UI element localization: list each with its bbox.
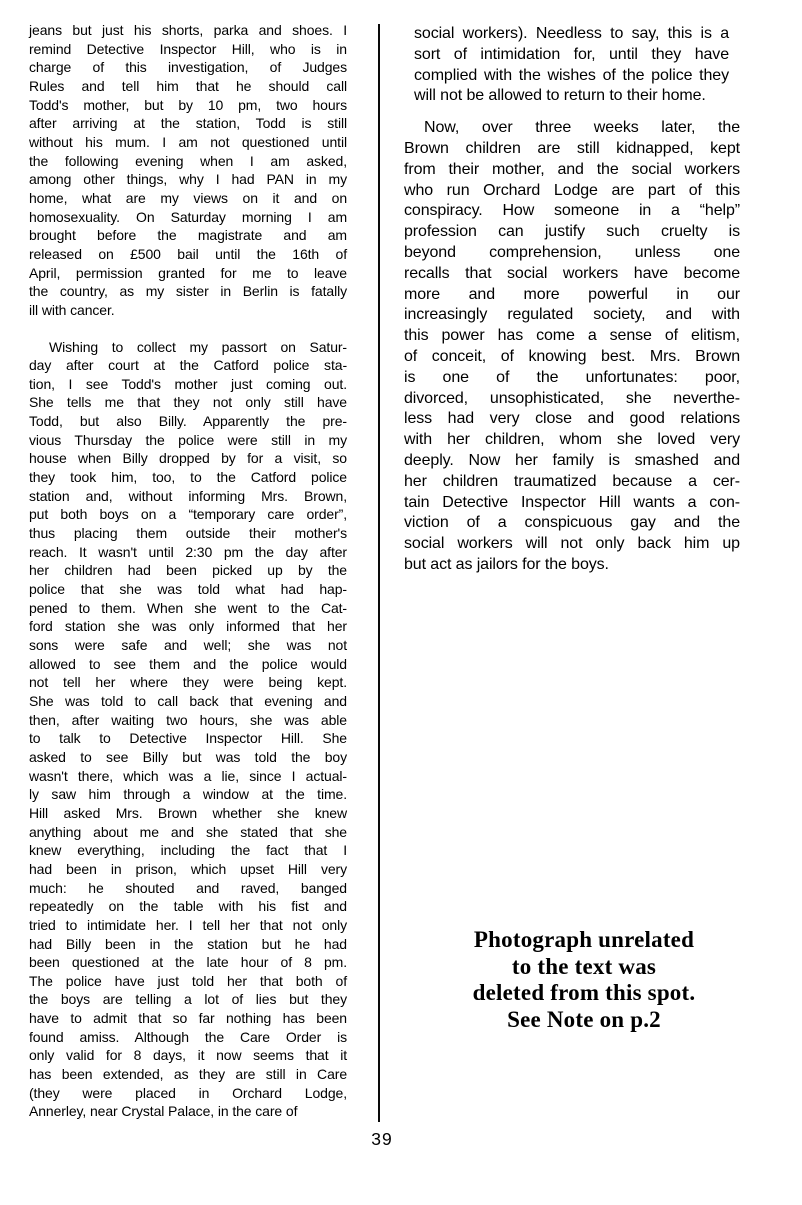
text-line: the country, as my sister in Berlin is fatally <box>29 283 347 300</box>
text-line: recalls that social workers have become <box>404 264 740 282</box>
page-number: 39 <box>371 1129 393 1149</box>
text-line: anything about me and she stated that she <box>29 823 347 840</box>
text-line: is one of the unfortunates: poor, <box>404 368 740 386</box>
text-line: more and more powerful in our <box>404 285 740 303</box>
text-line: tried to intimidate her. I tell her that not only <box>29 916 347 933</box>
text-line: wasn't there, which was a lie, since I actual- <box>29 767 347 784</box>
text-line: the following evening when I am asked, <box>29 152 347 169</box>
paragraph <box>29 21 347 320</box>
text-line: charge of this investigation, of Judges <box>29 59 347 76</box>
text-line: complied with the wishes of the police they <box>414 66 729 84</box>
text-line: day after court at the Catford police sta- <box>29 357 347 374</box>
text-line: vious Thursday the police were still in my <box>29 431 347 448</box>
text-line: remind Detective Inspector Hill, who is in <box>29 40 347 57</box>
text-line: viction of a conspicuous gay and the <box>404 514 740 532</box>
text-line: deeply. Now her family is smashed and <box>404 451 740 469</box>
text-line: (they were placed in Orchard Lodge, <box>29 1084 347 1101</box>
text-line: the boys are telling a lot of lies but they <box>29 991 347 1008</box>
text-line: thus placing them outside their mother's <box>29 525 347 542</box>
text-line: repeatedly on the table with his fist and <box>29 898 347 915</box>
text-line: social workers). Needless to say, this is a <box>414 25 729 42</box>
text-line: among other things, why I had PAN in my <box>29 171 347 188</box>
text-line: social workers will not only back him up <box>404 535 740 553</box>
text-line: Rules and tell him that he should call <box>29 77 347 94</box>
text-line: She was told to call back that evening and <box>29 692 347 709</box>
text-line: will not be allowed to return to their home. <box>414 87 706 105</box>
text-line: reach. It wasn't until 2:30 pm the day after <box>29 543 347 560</box>
text-line: tion, I see Todd's mother just coming out. <box>29 375 347 392</box>
text-line: Hill asked Mrs. Brown whether she knew <box>29 804 347 821</box>
photo-deleted-note <box>424 927 744 1033</box>
text-line: Todd's mother, but by 10 pm, two hours <box>29 96 347 113</box>
text-line: Brown children are still kidnapped, kept <box>404 139 740 157</box>
photo-note-line: to the text was <box>511 953 657 979</box>
text-line: knew everything, including the fact that I <box>29 842 347 859</box>
text-line: then, after waiting two hours, she was able <box>29 711 347 728</box>
text-line: ford station she was only informed that her <box>29 618 347 635</box>
text-line: house when Billy dropped by for a visit, so <box>29 450 347 467</box>
text-line: ill with cancer. <box>29 301 115 318</box>
text-line: brought before the magistrate and am <box>29 227 347 244</box>
text-line: had been in prison, which upset Hill very <box>29 860 347 877</box>
text-line: much: he shouted and raved, banged <box>29 879 347 896</box>
paragraph <box>404 24 740 107</box>
text-line: been questioned at the late hour of 8 pm. <box>29 954 347 971</box>
text-line: had Billy been in the station but he had <box>29 935 347 952</box>
text-line: divorced, unsophisticated, she neverthe- <box>404 389 740 407</box>
text-line: She tells me that they not only still have <box>29 394 347 411</box>
text-line: to talk to Detective Inspector Hill. She <box>29 730 347 747</box>
text-line: only valid for 8 days, it now seems that it <box>29 1047 347 1064</box>
text-line: after arriving at the station, Todd is still <box>29 115 347 132</box>
text-line: profession can justify such cruelty is <box>404 223 740 241</box>
text-line: has been extended, as they are still in Care <box>29 1066 347 1083</box>
text-line: tain Detective Inspector Hill wants a con- <box>404 493 740 511</box>
paragraph <box>404 118 740 576</box>
text-line: of conceit, of knowing best. Mrs. Brown <box>404 347 740 365</box>
text-line: put both boys on a “temporary care order”, <box>29 506 347 523</box>
text-line: Now, over three weeks later, the <box>424 119 740 137</box>
text-line: increasingly regulated society, and with <box>404 306 740 324</box>
text-line: homosexuality. On Saturday morning I am <box>29 208 347 225</box>
text-line: her children had been picked up by the <box>29 562 347 579</box>
text-line: home, what are my views on it and on <box>29 189 347 206</box>
left-text-column <box>29 21 347 1121</box>
text-line: not tell her where they were being kept. <box>29 674 347 691</box>
text-line: have to admit that so far nothing has been <box>29 1010 347 1027</box>
text-line: jeans but just his shorts, parka and shoes. I <box>29 22 347 38</box>
text-line: from their mother, and the social workers <box>404 160 740 178</box>
text-line: Annerley, near Crystal Palace, in the care of <box>29 1103 298 1120</box>
text-line: pened to them. When she went to the Cat- <box>29 599 347 616</box>
text-line: ly saw him through a window at the time. <box>29 786 347 803</box>
text-line: Wishing to collect my passort on Satur- <box>49 338 347 355</box>
column-divider-rule <box>378 24 380 1122</box>
text-line: found amiss. Although the Care Order is <box>29 1028 347 1045</box>
text-line: allowed to see them and the police would <box>29 655 347 672</box>
paragraph <box>29 338 347 1122</box>
text-line: police that she was told what had hap- <box>29 581 347 598</box>
text-line: The police have just told her that both of <box>29 972 347 989</box>
text-line: Todd, but also Billy. Apparently the pre- <box>29 413 347 430</box>
text-line: this power has come a sense of elitism, <box>404 327 740 345</box>
text-line: with her children, whom she loved very <box>404 431 740 449</box>
text-line: without his mum. I am not questioned until <box>29 133 347 150</box>
photo-note-line: Photograph unrelated <box>473 927 695 952</box>
text-line: less had very close and good relations <box>404 410 740 428</box>
photo-note-line: See Note on p.2 <box>507 1006 661 1032</box>
text-line: her children traumatized because a cer- <box>404 472 740 490</box>
text-line: beyond comprehension, unless one <box>404 243 740 261</box>
text-line: April, permission granted for me to leave <box>29 264 347 281</box>
text-line: but act as jailors for the boys. <box>404 555 609 573</box>
text-line: they took him, too, to the Catford police <box>29 469 347 486</box>
photo-note-line: deleted from this spot. <box>472 980 696 1005</box>
text-line: station and, without informing Mrs. Brown, <box>29 487 347 504</box>
text-line: released on £500 bail until the 16th of <box>29 245 347 262</box>
text-line: sons were safe and well; she was not <box>29 637 347 653</box>
right-text-column <box>404 24 740 576</box>
text-line: who run Orchard Lodge are part of this <box>404 181 740 199</box>
text-line: sort of intimidation for, until they have <box>414 45 729 63</box>
text-line: asked to see Billy but was told the boy <box>29 748 347 765</box>
text-line: conspiracy. How someone in a “help” <box>404 202 740 220</box>
